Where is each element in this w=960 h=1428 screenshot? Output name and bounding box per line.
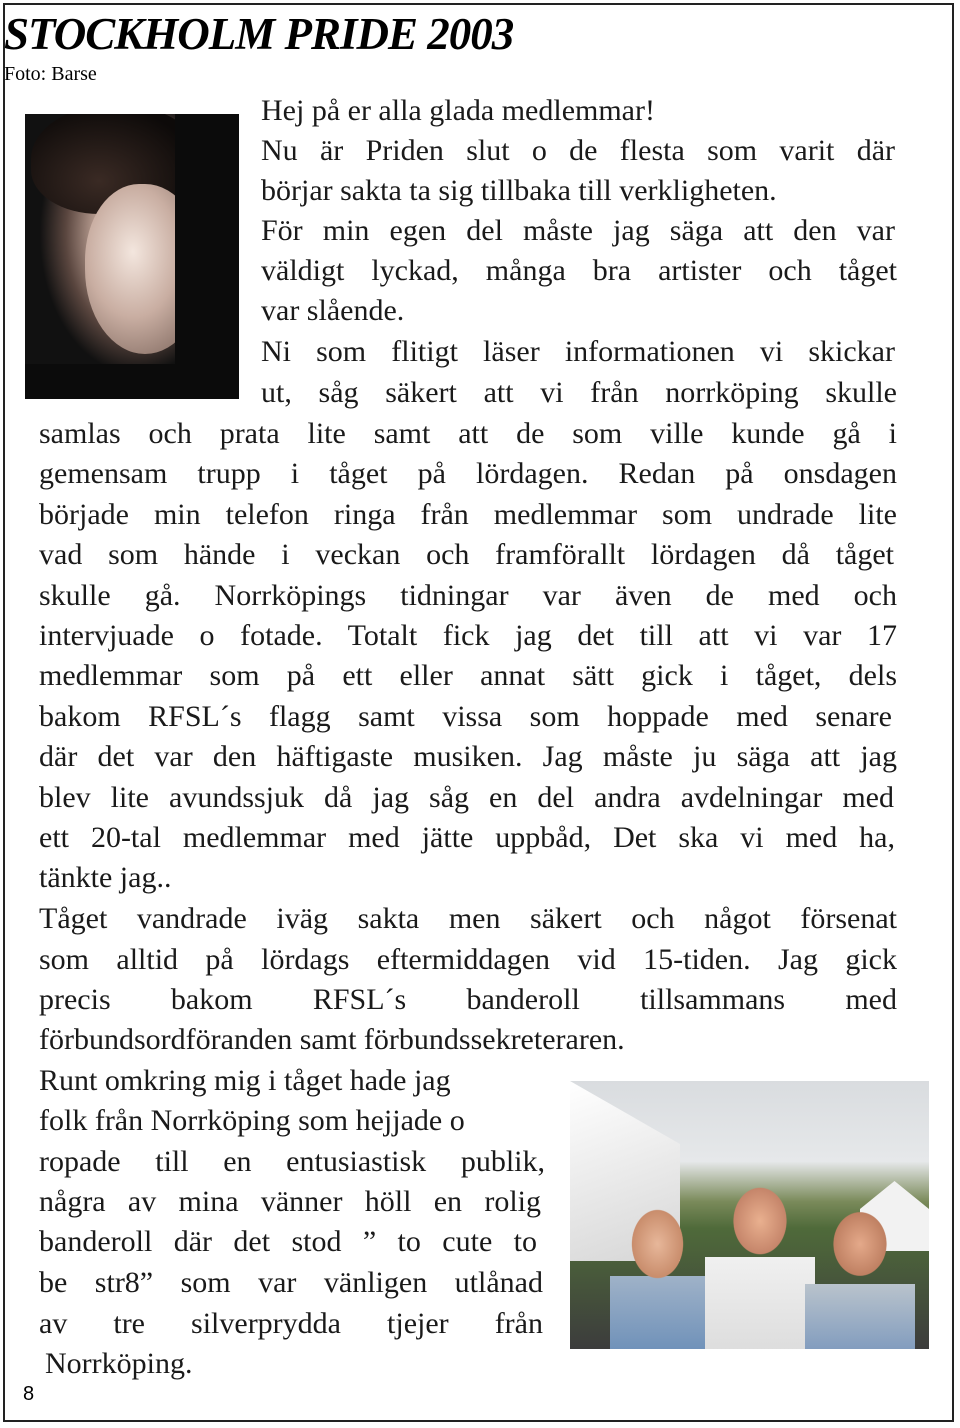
text-line: börjar sakta ta sig tillbaka till verkligheten. — [261, 174, 777, 207]
text-line: gemensam trupp i tåget på lördagen. Redan på onsdagen — [39, 457, 897, 490]
text-line: vad som hände i veckan och framförallt lördagen då tåget — [39, 538, 894, 571]
text-line: Norrköping. — [45, 1347, 193, 1380]
text-line: Ni som flitigt läser informationen vi skickar — [261, 335, 895, 368]
text-line: folk från Norrköping som hejjade o — [39, 1104, 465, 1137]
text-line: medlemmar som på ett eller annat sätt gick i tåget, dels — [39, 659, 897, 692]
text-line: samlas och prata lite samt att de som ville kunde gå i — [39, 417, 897, 450]
text-line: banderoll där det stod ” to cute to — [39, 1225, 537, 1258]
text-line: några av mina vänner höll en rolig — [39, 1185, 541, 1218]
text-line: Tåget vandrade iväg sakta men säkert och något försenat — [39, 902, 897, 935]
text-line: För min egen del måste jag säga att den var — [261, 214, 895, 247]
text-line: skulle gå. Norrköpings tidningar var även de med och — [39, 579, 897, 612]
text-line: blev lite avundssjuk då jag såg en del andra avdelningar med — [39, 781, 894, 814]
text-line: började min telefon ringa från medlemmar som undrade lite — [39, 498, 897, 531]
text-line: Runt omkring mig i tåget hade jag — [39, 1064, 451, 1097]
photo-person-left — [610, 1196, 705, 1349]
photo-credit: Foto: Barse — [4, 63, 97, 85]
text-line: intervjuade o fotade. Totalt fick jag det till att vi var 17 — [39, 619, 897, 652]
portrait-shirt — [25, 364, 239, 399]
text-line: tänkte jag.. — [39, 861, 172, 894]
text-line: väldigt lyckad, många bra artister och tåget — [261, 254, 897, 287]
text-line: Hej på er alla glada medlemmar! — [261, 94, 655, 127]
photo-person-middle — [705, 1176, 815, 1349]
page-number: 8 — [23, 1383, 35, 1405]
text-line: ut, såg säkert att vi från norrköping skulle — [261, 376, 897, 409]
text-line: bakom RFSL´s flagg samt vissa som hoppade med senare — [39, 700, 892, 733]
pride-parade-photo — [570, 1081, 929, 1349]
text-line: Nu är Priden slut o de flesta som varit där — [261, 134, 895, 167]
photo-person-right — [805, 1196, 915, 1349]
text-line: ett 20-tal medlemmar med jätte uppbåd, Det ska vi med ha, — [39, 821, 895, 854]
portrait-photo — [25, 114, 239, 399]
text-line: av tre silverprydda tjejer från — [39, 1307, 543, 1340]
text-line: där det var den häftigaste musiken. Jag måste ju säga att jag — [39, 740, 897, 773]
text-line: som alltid på lördags eftermiddagen vid 15-tiden. Jag gick — [39, 943, 897, 976]
portrait-shadow — [175, 114, 239, 399]
text-line: be str8” som var vänligen utlånad — [39, 1266, 543, 1299]
text-line: var slående. — [261, 294, 405, 327]
text-line: precis bakom RFSL´s banderoll tillsammans med — [39, 983, 897, 1016]
text-line: förbundsordföranden samt förbundssekreteraren. — [39, 1023, 625, 1056]
article-title: STOCKHOLM PRIDE 2003 — [4, 9, 514, 59]
text-line: ropade till en entusiastisk publik, — [39, 1145, 545, 1178]
